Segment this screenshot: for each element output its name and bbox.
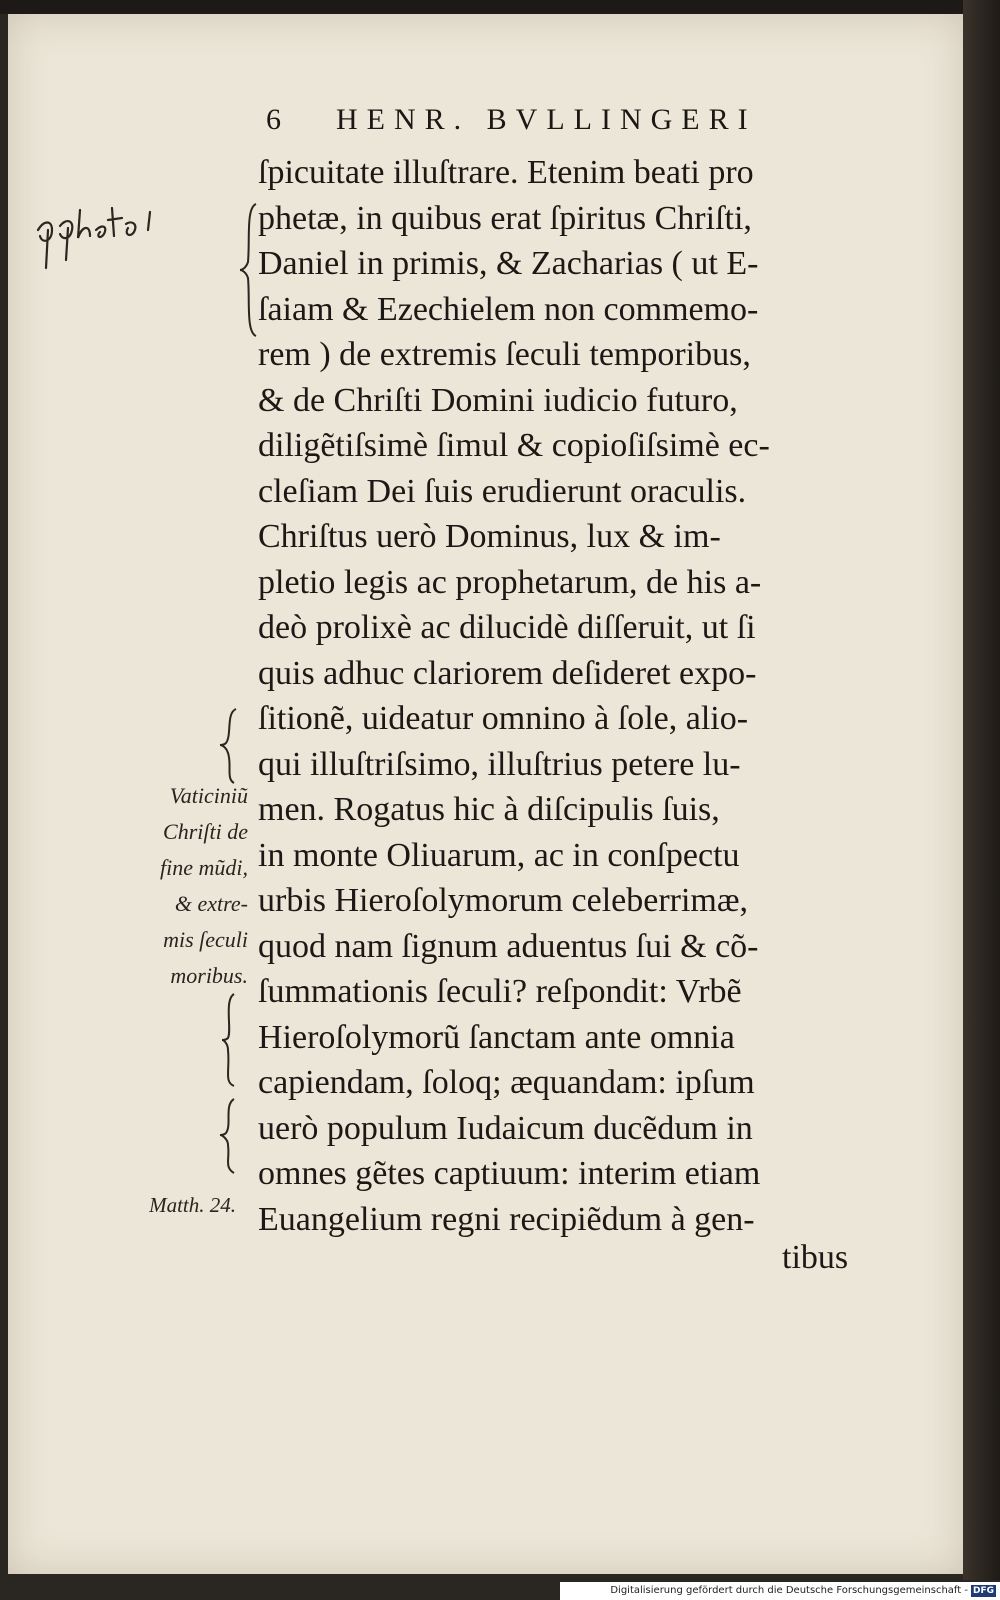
marginal-reference: Matth. 24. (149, 1193, 236, 1217)
text-line: cleſiam Dei ſuis erudierunt oraculis. (258, 472, 747, 510)
margin-brace-bottom (218, 1095, 240, 1175)
text-line: uerò populum Iudaicum ducẽdum in (258, 1109, 753, 1147)
marginal-note-line: Vaticiniũ (169, 783, 248, 808)
book-binding-edge (963, 0, 1000, 1580)
digitization-footer (560, 1582, 1000, 1600)
text-line: pletio legis ac prophetarum, de his a- (258, 563, 762, 601)
marginal-note (118, 778, 248, 994)
margin-brace-middle (218, 705, 240, 785)
text-line: Daniel in primis, & Zacharias ( ut E- (258, 245, 759, 282)
text-line: quod nam ſignum aduentus ſui & cõ- (258, 927, 759, 965)
text-line: ſpicuitate illuſtrare. Etenim beati pro (258, 154, 754, 191)
text-line: omnes gẽtes captiuum: interim etiam (258, 1155, 761, 1192)
text-line: ſummationis ſeculi? reſpondit: Vrbẽ (258, 973, 742, 1010)
handwritten-annotation (30, 190, 180, 270)
text-line: quis adhuc clariorem deſideret expo- (258, 654, 757, 692)
text-line: capiendam, ſoloq; æquandam: ipſum (258, 1064, 755, 1101)
book-top-edge (0, 0, 1000, 14)
marginal-note-line: fine mũdi, (160, 855, 248, 880)
running-head: HENR. BVLLINGERI (336, 103, 757, 136)
margin-brace-lower (218, 990, 240, 1090)
dfg-logo-icon: DFG (972, 1586, 994, 1596)
text-line: in monte Oliuarum, ac in conſpectu (258, 836, 740, 874)
text-line: rem ) de extremis ſeculi temporibus, (258, 336, 751, 373)
catchword: tibus (782, 1239, 849, 1276)
text-line: urbis Hieroſolymorum celeberrimæ, (258, 882, 749, 919)
text-line: Chriſtus uerò Dominus, lux & im- (258, 518, 721, 555)
page-number: 6 (266, 103, 287, 136)
text-line: deò prolixè ac dilucidè diſſeruit, ut ſi (258, 609, 756, 646)
text-line: diligẽtiſsimè ſimul & copioſiſsimè ec- (258, 427, 770, 464)
main-text-block (258, 150, 898, 1242)
text-line: ſitionẽ, uideatur omnino à ſole, alio- (258, 700, 749, 737)
marginal-note-line: moribus. (170, 963, 248, 988)
text-line: ſaiam & Ezechielem non commemo- (258, 290, 759, 328)
marginal-note-line: Chriſti de (163, 819, 248, 844)
margin-brace-top (238, 200, 260, 340)
marginal-note-line: & extre- (174, 891, 248, 916)
text-line: Euangelium regni recipiẽdum à gen- (258, 1200, 755, 1238)
footer-credit: Digitalisierung gefördert durch die Deutsche Forschungsgemeinschaft - (610, 1585, 968, 1596)
text-line: qui illuſtriſsimo, illuſtrius petere lu- (258, 745, 741, 783)
marginal-note-line: mis ſeculi (163, 927, 248, 952)
text-line: phetæ, in quibus erat ſpiritus Chriſti, (258, 199, 752, 237)
text-line: & de Chriſti Domini iudicio futuro, (258, 381, 738, 419)
text-line: Hieroſolymorũ ſanctam ante omnia (258, 1018, 735, 1056)
text-line: men. Rogatus hic à diſcipulis ſuis, (258, 791, 720, 828)
